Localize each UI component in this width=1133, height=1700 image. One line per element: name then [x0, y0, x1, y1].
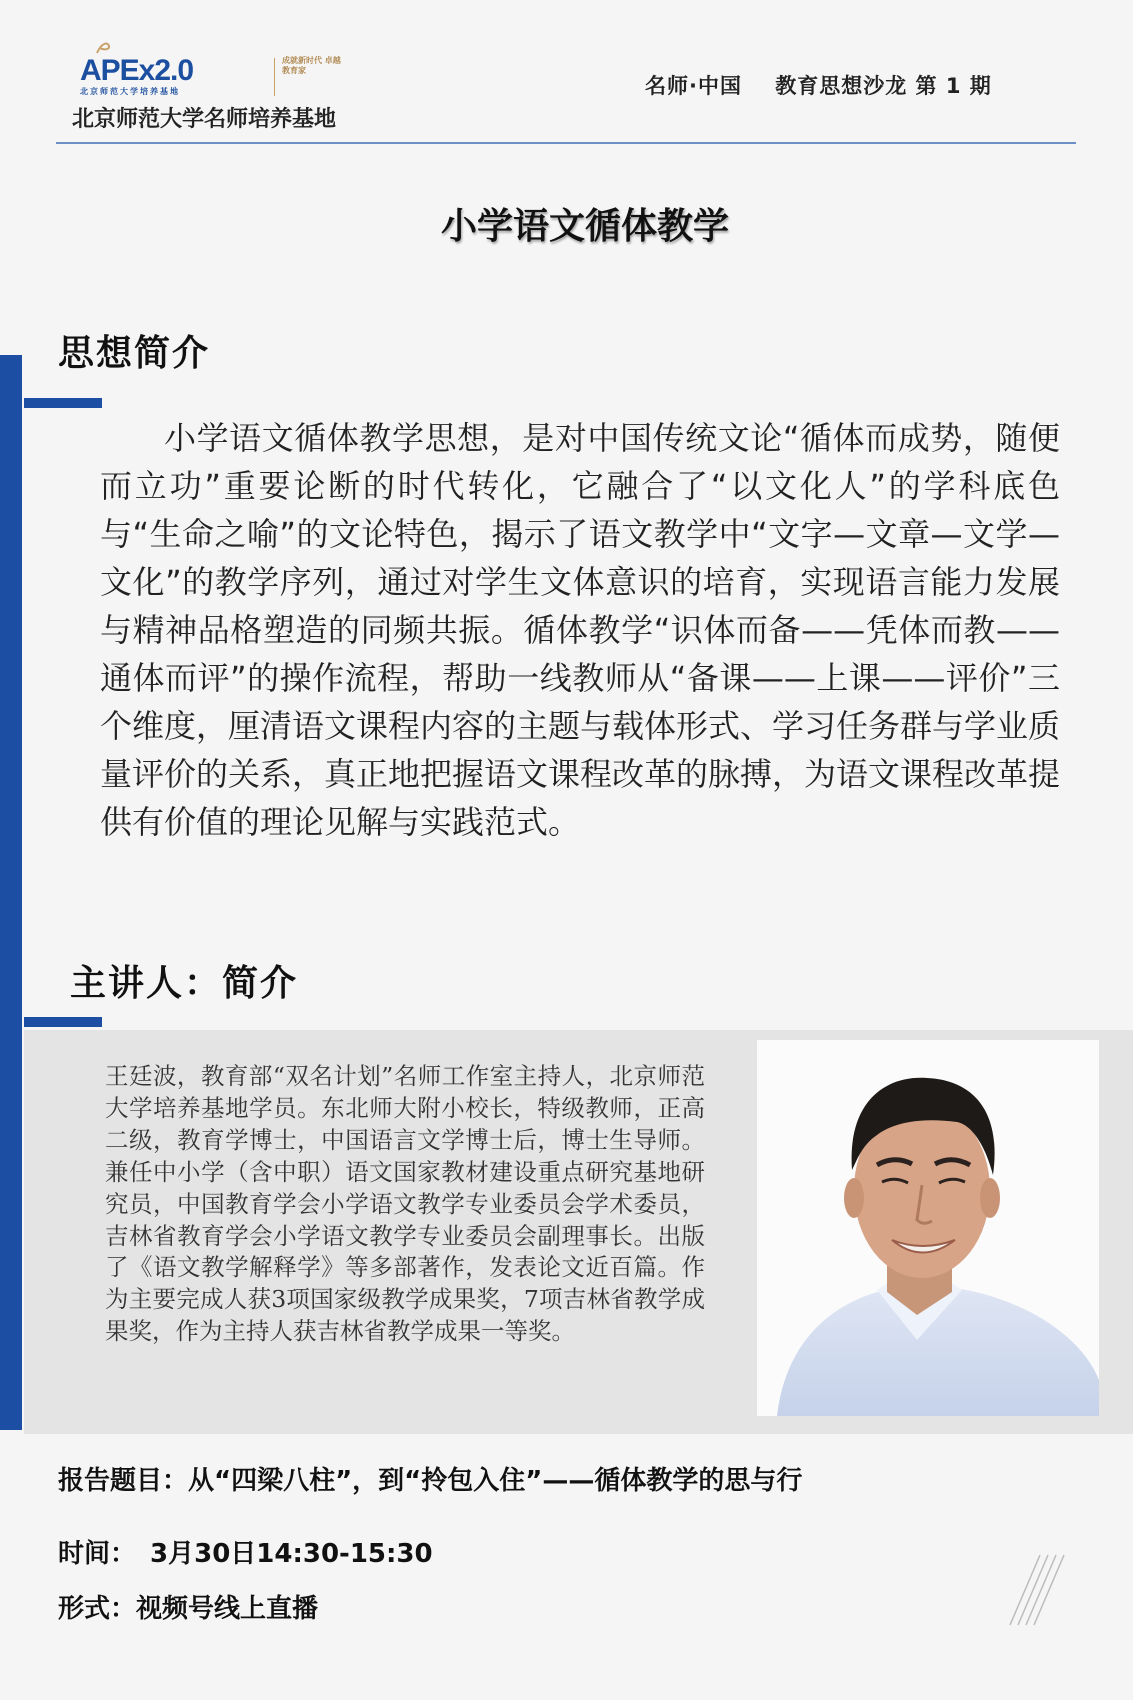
speaker-portrait — [757, 1040, 1099, 1416]
time-value: 3月30日14:30-15:30 — [150, 1539, 433, 1569]
header-divider — [56, 142, 1076, 144]
intro-heading: 思想简介 — [58, 333, 211, 374]
logo-divider — [274, 58, 275, 96]
report-title: 报告题目：从“四梁八柱”，到“拎包入住”——循体教学的思与行 — [58, 1466, 803, 1496]
base-name: 北京师范大学名师培养基地 — [72, 107, 337, 132]
intro-paragraph: 小学语文循体教学思想，是对中国传统文论“循体而成势，随便而立功”重要论断的时代转化，它融合了“以文化人”的学科底色与“生命之喻”的文论特色，揭示了语文教学中“文字—文章—文学—文化”的教学序列，通过对学生文体意识的培育，实现语言能力发展与精神品格塑造的同频共振。循体教学“识体而备——凭体而教——通体而评”的操作流程，帮助一线教师从“备课——上课——评价”三个维度，厘清语文课程内容的主题与载体形式、学习任务群与学业质量评价的关系，真正地把握语文课程改革的脉搏，为语文课程改革提供有价值的理论见解与实践范式。 — [100, 419, 1061, 841]
time-label: 时间： — [58, 1539, 137, 1569]
logo — [76, 40, 341, 100]
page-title: 小学语文循体教学 — [440, 206, 729, 247]
left-accent-bar — [0, 355, 22, 1430]
event-format: 形式：视频号线上直播 — [58, 1594, 319, 1624]
diagonal-lines-decoration — [1000, 1550, 1090, 1630]
speaker-bio: 王廷波，教育部“双名计划”名师工作室主持人，北京师范大学培养基地学员。东北师大附小校长，特级教师，正高二级，教育学博士，中国语言文学博士后，博士生导师。兼任中小学（含中职）语文国家教材建设重点研究基地研究员，中国教育学会小学语文教学专业委员会学术委员，吉林省教育学会小学语文教学专业委员会副理事长。出版了《语文教学解释学》等多部著作，发表论文近百篇。作为主要完成人获3项国家级教学成果奖，7项吉林省教学成果奖，作为主持人获吉林省教学成果一等奖。 — [105, 1062, 705, 1346]
speaker-photo — [757, 1040, 1099, 1416]
series-title: 名师·中国 教育思想沙龙 第 1 期 — [645, 74, 992, 98]
logo-subtitle: 北京师范大学培养基地 — [80, 87, 180, 96]
logo-tagline: 成就新时代 卓越教育家 — [282, 56, 341, 75]
logo-text: APEx2.0 — [80, 54, 194, 87]
heading-underline-speaker — [24, 1017, 102, 1027]
event-time — [58, 1533, 433, 1570]
heading-underline-intro — [24, 398, 102, 408]
speaker-heading: 主讲人：简介 — [70, 963, 299, 1004]
